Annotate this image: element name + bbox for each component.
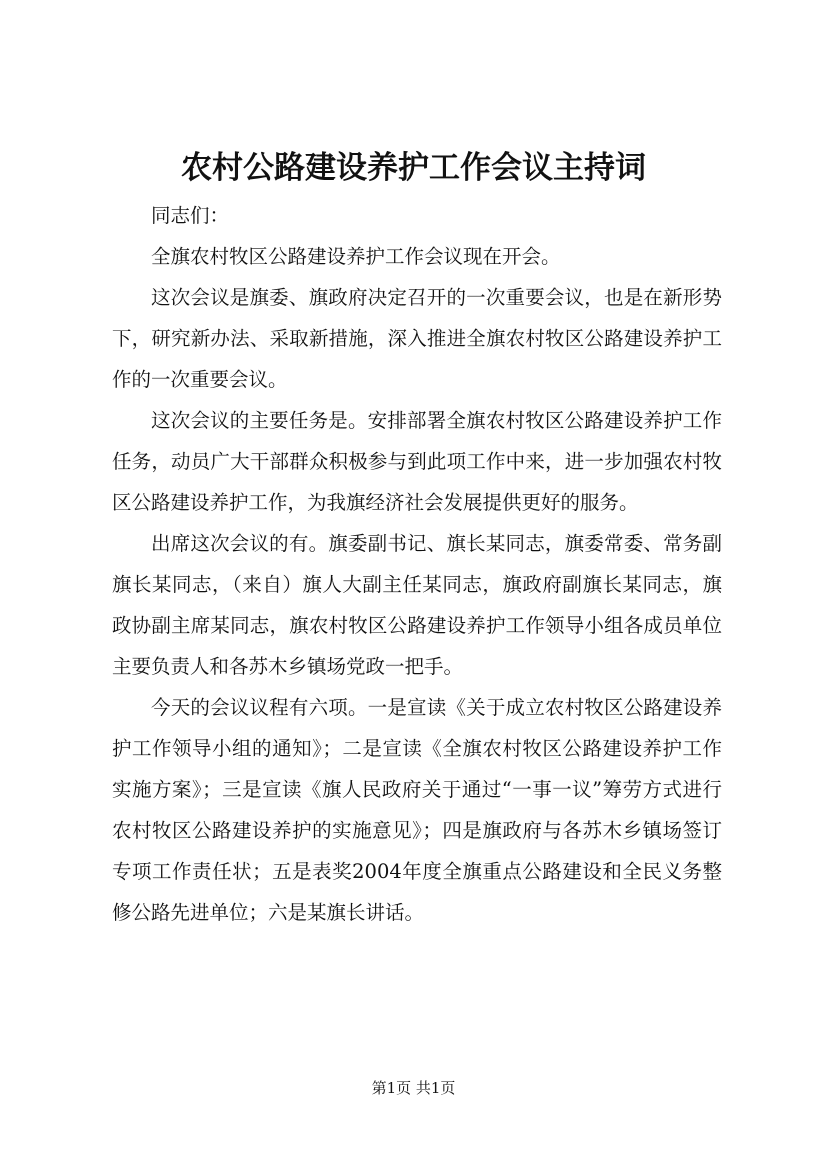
paragraph-opening: 全旗农村牧区公路建设养护工作会议现在开会。	[151, 245, 561, 268]
paragraph-main-tasks: 这次会议的主要任务是。安排部署全旗农村牧区公路建设养护工作任务，动员广大干部群众积极参与到此项工作中来，进一步加强农村牧区公路建设养护工作，为我旗经济社会发展提供更好的服务。	[112, 409, 722, 514]
document-body	[112, 195, 722, 933]
paragraph-attendees: 出席这次会议的有。旗委副书记、旗长某同志，旗委常委、常务副旗长某同志，（来自）旗人大副主任某同志，旗政府副旗长某同志，旗政协副主席某同志，旗农村牧区公路建设养护工作领导小组各成员单位主要负责人和各苏木乡镇场党政一把手。	[112, 532, 722, 678]
paragraph-salutation: 同志们：	[151, 204, 230, 227]
page-number-footer: 第1页 共1页	[371, 1079, 456, 1097]
paragraph-agenda: 今天的会议议程有六项。一是宣读《关于成立农村牧区公路建设养护工作领导小组的通知》；二是宣读《全旗农村牧区公路建设养护工作实施方案》；三是宣读《旗人民政府关于通过“一事一议”筹劳方式进行农村牧区公路建设养护的实施意见》；四是旗政府与各苏木乡镇场签订专项工作责任状；五是表奖2004年度全旗重点公路建设和全民义务整修公路先进单位；六是某旗长讲话。	[112, 696, 722, 924]
document-title: 农村公路建设养护工作会议主持词	[181, 150, 646, 186]
paragraph-meeting-importance: 这次会议是旗委、旗政府决定召开的一次重要会议，也是在新形势下，研究新办法、采取新措施，深入推进全旗农村牧区公路建设养护工作的一次重要会议。	[112, 286, 722, 391]
